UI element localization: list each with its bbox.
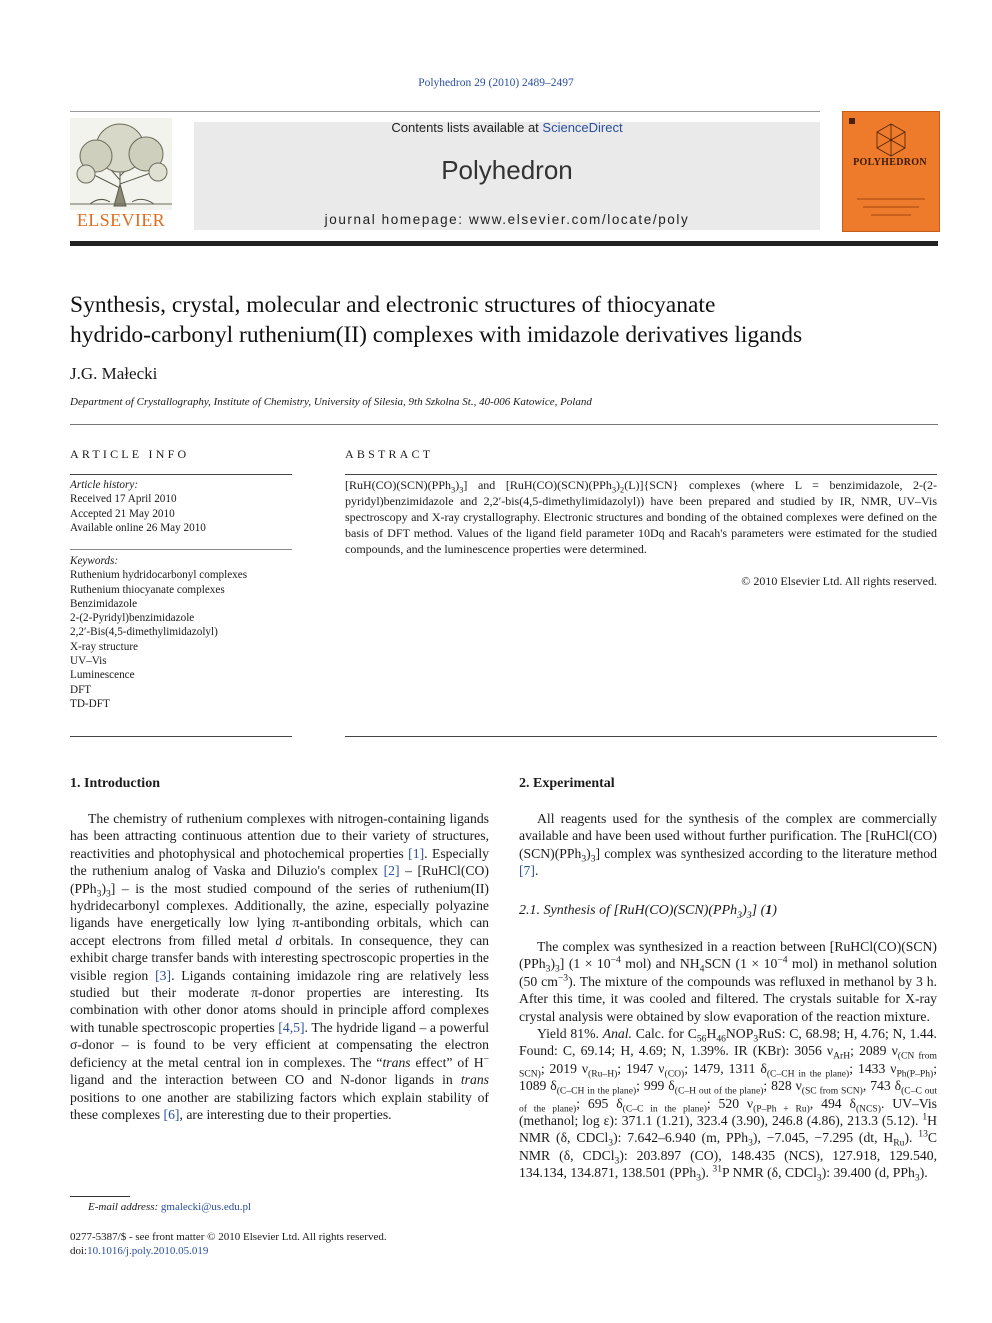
history-online: Available online 26 May 2010 xyxy=(70,521,206,534)
journal-citation[interactable] xyxy=(0,77,992,89)
journal-homepage: journal homepage: www.elsevier.com/locate/poly xyxy=(324,212,690,227)
sciencedirect-link[interactable]: ScienceDirect xyxy=(542,120,623,135)
article-title-line1: Synthesis, crystal, molecular and electronic structures of thiocyanate xyxy=(70,292,716,318)
article-history xyxy=(70,478,292,535)
issn-line: 0277-5387/$ - see front matter © 2010 Elsevier Ltd. All rights reserved. xyxy=(70,1231,387,1243)
experimental-heading: 2. Experimental xyxy=(519,776,615,791)
ref-link[interactable]: [1] xyxy=(408,845,425,861)
keywords-label: Keywords: xyxy=(70,555,119,567)
elsevier-logo xyxy=(70,118,172,232)
footnote-email xyxy=(88,1201,251,1213)
cover-title: POLYHEDRON xyxy=(853,157,927,168)
doi-link[interactable]: 10.1016/j.poly.2010.05.019 xyxy=(87,1245,209,1257)
history-received: Received 17 April 2010 xyxy=(70,493,177,506)
top-rule xyxy=(70,111,820,112)
abstract-rule xyxy=(345,474,937,475)
article-title-line2: hydrido-carbonyl ruthenium(II) complexes with imidazole derivatives ligands xyxy=(70,322,803,348)
author-name: J.G. Małecki xyxy=(70,364,158,383)
journal-name: Polyhedron xyxy=(441,155,573,185)
experimental-body: All reagents used for the synthesis of the complex are commercially available and have been used without further purification. The $[RuHCl(CO)(SCN)(PPh_3)_3]$ complex was synthesized according to the literature method [7]. xyxy=(519,811,937,879)
contents-prefix: Contents lists available at xyxy=(391,120,543,135)
keyword-item: Ruthenium thiocyanate complexes xyxy=(70,583,225,596)
abstract-text: $[RuH(CO)(SCN)(PPh_3)_3]$ and $[RuH(CO)(SCN)(PPh_3)_2(L)]\{SCN\}$ complexes (where L = benzimidazole, 2-(2-pyridyl)benzimidazole and 2,2′-bis(4,5-dimethylimidazolyl)) have been prepared and studied by IR, NMR, UV–Vis spectroscopy and X-ray crystallography. Electronic structures and bonding of the obtained complexes were defined on the basis of DFT method. Values of the ligand field parameter 10Dq and Racah's parameters were estimated for the studied compounds, and the luminescence properties were determined. xyxy=(345,478,937,556)
ref-link[interactable]: [7] xyxy=(519,863,535,879)
abstract-bottom-rule xyxy=(345,736,937,737)
ref-link[interactable]: [3] xyxy=(155,967,172,983)
subsection-heading: 2.1. Synthesis of $[RuH(CO)(SCN)(PPh_3)_3]$ (1) xyxy=(519,903,777,921)
history-label: Article history: xyxy=(70,479,139,491)
keyword-item: X-ray structure xyxy=(70,640,139,653)
abstract-copyright: © 2010 Elsevier Ltd. All rights reserved. xyxy=(741,574,937,588)
abstract-heading: ABSTRACT xyxy=(345,447,434,461)
contents-line xyxy=(194,120,820,135)
introduction-heading: 1. Introduction xyxy=(70,776,160,791)
citation-link[interactable]: Polyhedron 29 (2010) 2489–2497 xyxy=(418,77,574,89)
ref-link[interactable]: [2] xyxy=(383,863,400,879)
keyword-item: 2-(2-Pyridyl)benzimidazole xyxy=(70,612,195,625)
ref-link[interactable]: [6] xyxy=(163,1106,180,1122)
article-info-bottom-rule xyxy=(70,736,292,737)
article-info-rule xyxy=(70,474,292,475)
keyword-item: Ruthenium hydridocarbonyl complexes xyxy=(70,569,248,582)
synthesis-body: The complex was synthesized in a reaction between $[RuHCl(CO)(SCN)(PPh_3)_3] (1 \times 10^{-4}$ mol) and $NH_4SCN$ ($1 \times 10^{-4}$ mol) in methanol solution (50 $cm^{-3}$). The mixture of the compounds was refluxed in methanol by 3 h. After this time, it was cooled and filtered. The crystals suitable for X-ray crystal analysis were obtained by slow evaporation of the reaction mixture. Yield 81%. Anal. Calc. for $C_{56}H_{46}NOP_3RuS$: C, 68.98; H, 4.76; N, 1.44. Found: C, 69.14; H, 4.69; N, 1.39%. IR (KBr): 3056 $\nu_{ArH}$; 2089 $\nu_{(CN from SCN)}$; 2019 $\nu_{(Ru-H)}$; 1947 $\nu_{(CO)}$; 1479, 1311 $\delta_{(C-CH in the plane)}$; 1433 $\nu_{Ph(P-Ph)}$; 1089 $\delta_{(C-CH in the plane)}$; 999 $\delta_{(C-H out of the plane)}$; 828 $\nu_{(SC from SCN)}$, 743 $\delta_{(C-C out of the plane)}$; 695 $\delta_{(C-C in the plane)}$; 520 $\nu_{(P-Ph + Ru)}$, 494 $\delta_{(NCS)}$. UV–Vis (methanol; log ε): 371.1 (1.21), 323.4 (3.90), 246.8 (4.86), 213.3 (5.12). $^1$H NMR (δ, CDCl$_3$): 7.642–6.940 (m, PPh$_3$), −7.045, −7.295 (dt, $H_{Ru}$). $^{13}$C NMR (δ, CDCl$_3$): 203.897 (CO), 148.435 (NCS), 127.918, 129.540, 134.134, 134.871, 138.501 (PPh$_3$). $^{31}$P NMR (δ, CDCl$_3$): 39.400 (d, PPh$_3$). xyxy=(519,939,938,1185)
keyword-item: 2,2′-Bis(4,5-dimethylimidazolyl) xyxy=(70,626,218,639)
polyhedron-icon xyxy=(843,112,939,231)
keyword-item: TD-DFT xyxy=(70,697,110,710)
article-title xyxy=(70,290,940,350)
keyword-item: Benzimidazole xyxy=(70,597,138,610)
doi-line xyxy=(70,1245,208,1257)
article-info-heading: ARTICLE INFO xyxy=(70,447,190,461)
keyword-item: DFT xyxy=(70,683,92,696)
footnote-rule xyxy=(70,1196,130,1197)
ref-link[interactable]: [4,5] xyxy=(278,1019,305,1035)
email-link[interactable]: gmalecki@us.edu.pl xyxy=(160,1201,252,1213)
history-accepted: Accepted 21 May 2010 xyxy=(70,507,175,520)
elsevier-wordmark: ELSEVIER xyxy=(76,210,166,230)
keyword-item: Luminescence xyxy=(70,669,135,682)
journal-cover xyxy=(842,111,940,232)
email-label: E-mail address: xyxy=(88,1201,159,1213)
keyword-item: UV–Vis xyxy=(70,655,107,668)
section-rule xyxy=(70,424,938,425)
keywords-rule xyxy=(70,549,292,550)
author-affiliation: Department of Crystallography, Institute of Chemistry, University of Silesia, 9th Szkolna St., 40-006 Katowice, Poland xyxy=(70,396,592,408)
keywords-block xyxy=(70,554,292,711)
introduction-body: The chemistry of ruthenium complexes with nitrogen-containing ligands has been attracting continuous attention due to their variety of structures, reactivities and photophysical and photochemical properties [1]. Especially the ruthenium analog of Vaska and Diluzio's complex $[2] - [RuHCl(CO)(PPh_3)_3]$ – is the most studied compound of the series of ruthenium(II) hydridecarbonyl complexes. Additionally, the azine, especially polyazine ligands have energetically low lying π-antibonding orbitals, which can accept electrons from filled metal d orbitals. In consequence, they can exhibit charge transfer bands with interesting spectroscopic properties in the visible region [3]. Ligands containing imidazole ring are relatively less studied but their moderate π-donor properties are interesting. Its combination with other donor atoms should in principle afford complexes with tunable spectroscopic properties [4,5]. The hydride ligand – a powerful σ-donor – is found to be very efficient at compensating the electron deficiency at the metal central ion in complexes. The “trans effect” of H− ligand and the interaction between CO and N-donor ligands in trans positions to one another are stabilizing factors which explain stability of these complexes [6], are interesting due to their properties. xyxy=(70,811,489,1122)
header-thick-rule xyxy=(70,241,938,246)
doi-label: doi: xyxy=(70,1245,88,1257)
